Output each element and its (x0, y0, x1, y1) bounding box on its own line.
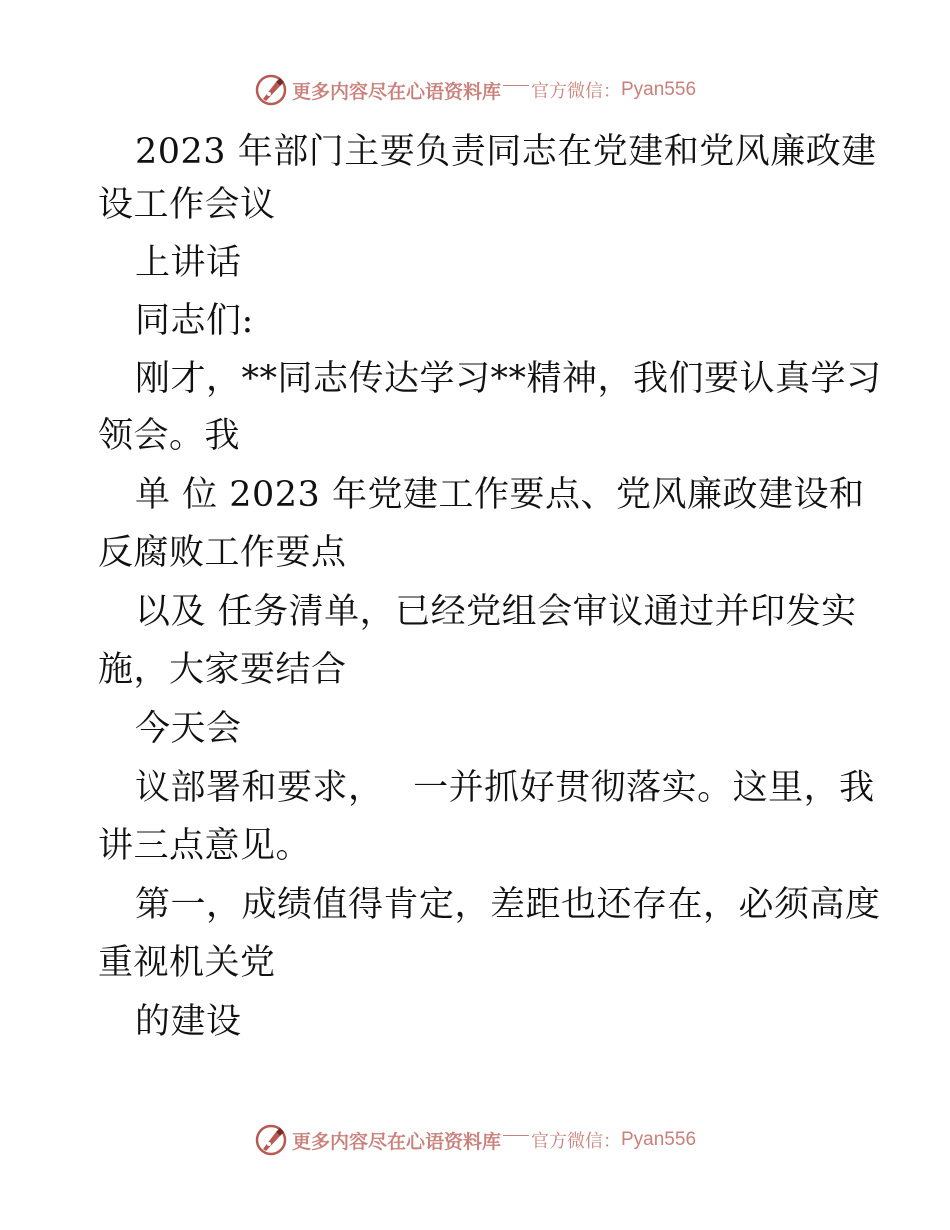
banner-dash (503, 85, 529, 86)
paragraph-line: 议部署和要求， 一并抓好贯彻落实。这里，我 (135, 768, 875, 808)
paragraph-line: 以及 任务清单，已经党组会审议通过并印发实 (135, 592, 857, 632)
title-line-1: 2023 年部门主要负责同志在党建和党风廉政建 (135, 132, 877, 172)
footer-wechat-id: Pyan556 (621, 1129, 697, 1150)
paragraph-line: 重视机关党 (98, 943, 276, 983)
paragraph-line: 第一，成绩值得肯定，差距也还存在，必须高度 (135, 885, 881, 925)
paragraph-line: 的建设 (135, 1002, 242, 1042)
footer-dash (503, 1135, 529, 1136)
paragraph-line: 刚才，**同志传达学习**精神，我们要认真学习 (135, 359, 882, 399)
banner-official-label: 官方微信： (531, 81, 621, 102)
paragraph-line: 单 位 2023 年党建工作要点、党风廉政建设和 (135, 475, 865, 515)
paragraph-line: 反腐败工作要点 (98, 533, 347, 573)
footer-banner (0, 1120, 950, 1160)
paragraph-line: 施，大家要结合 (98, 650, 347, 690)
paragraph-line: 今天会 (135, 709, 242, 749)
banner-brand-text: 更多内容尽在心语资料库 (291, 80, 501, 103)
paragraph-line: 领会。我 (98, 416, 241, 456)
title-line-2: 设工作会议 (98, 185, 276, 225)
header-banner (0, 70, 950, 110)
pen-nib-seal-icon (254, 1123, 288, 1157)
paragraph-line: 讲三点意见。 (98, 826, 312, 866)
banner-wechat-id: Pyan556 (621, 79, 697, 100)
salutation: 同志们: (135, 301, 254, 341)
title-line-3: 上讲话 (135, 243, 242, 283)
footer-official-label: 官方微信： (531, 1131, 621, 1152)
footer-brand-text: 更多内容尽在心语资料库 (291, 1130, 501, 1153)
pen-nib-seal-icon (254, 73, 288, 107)
